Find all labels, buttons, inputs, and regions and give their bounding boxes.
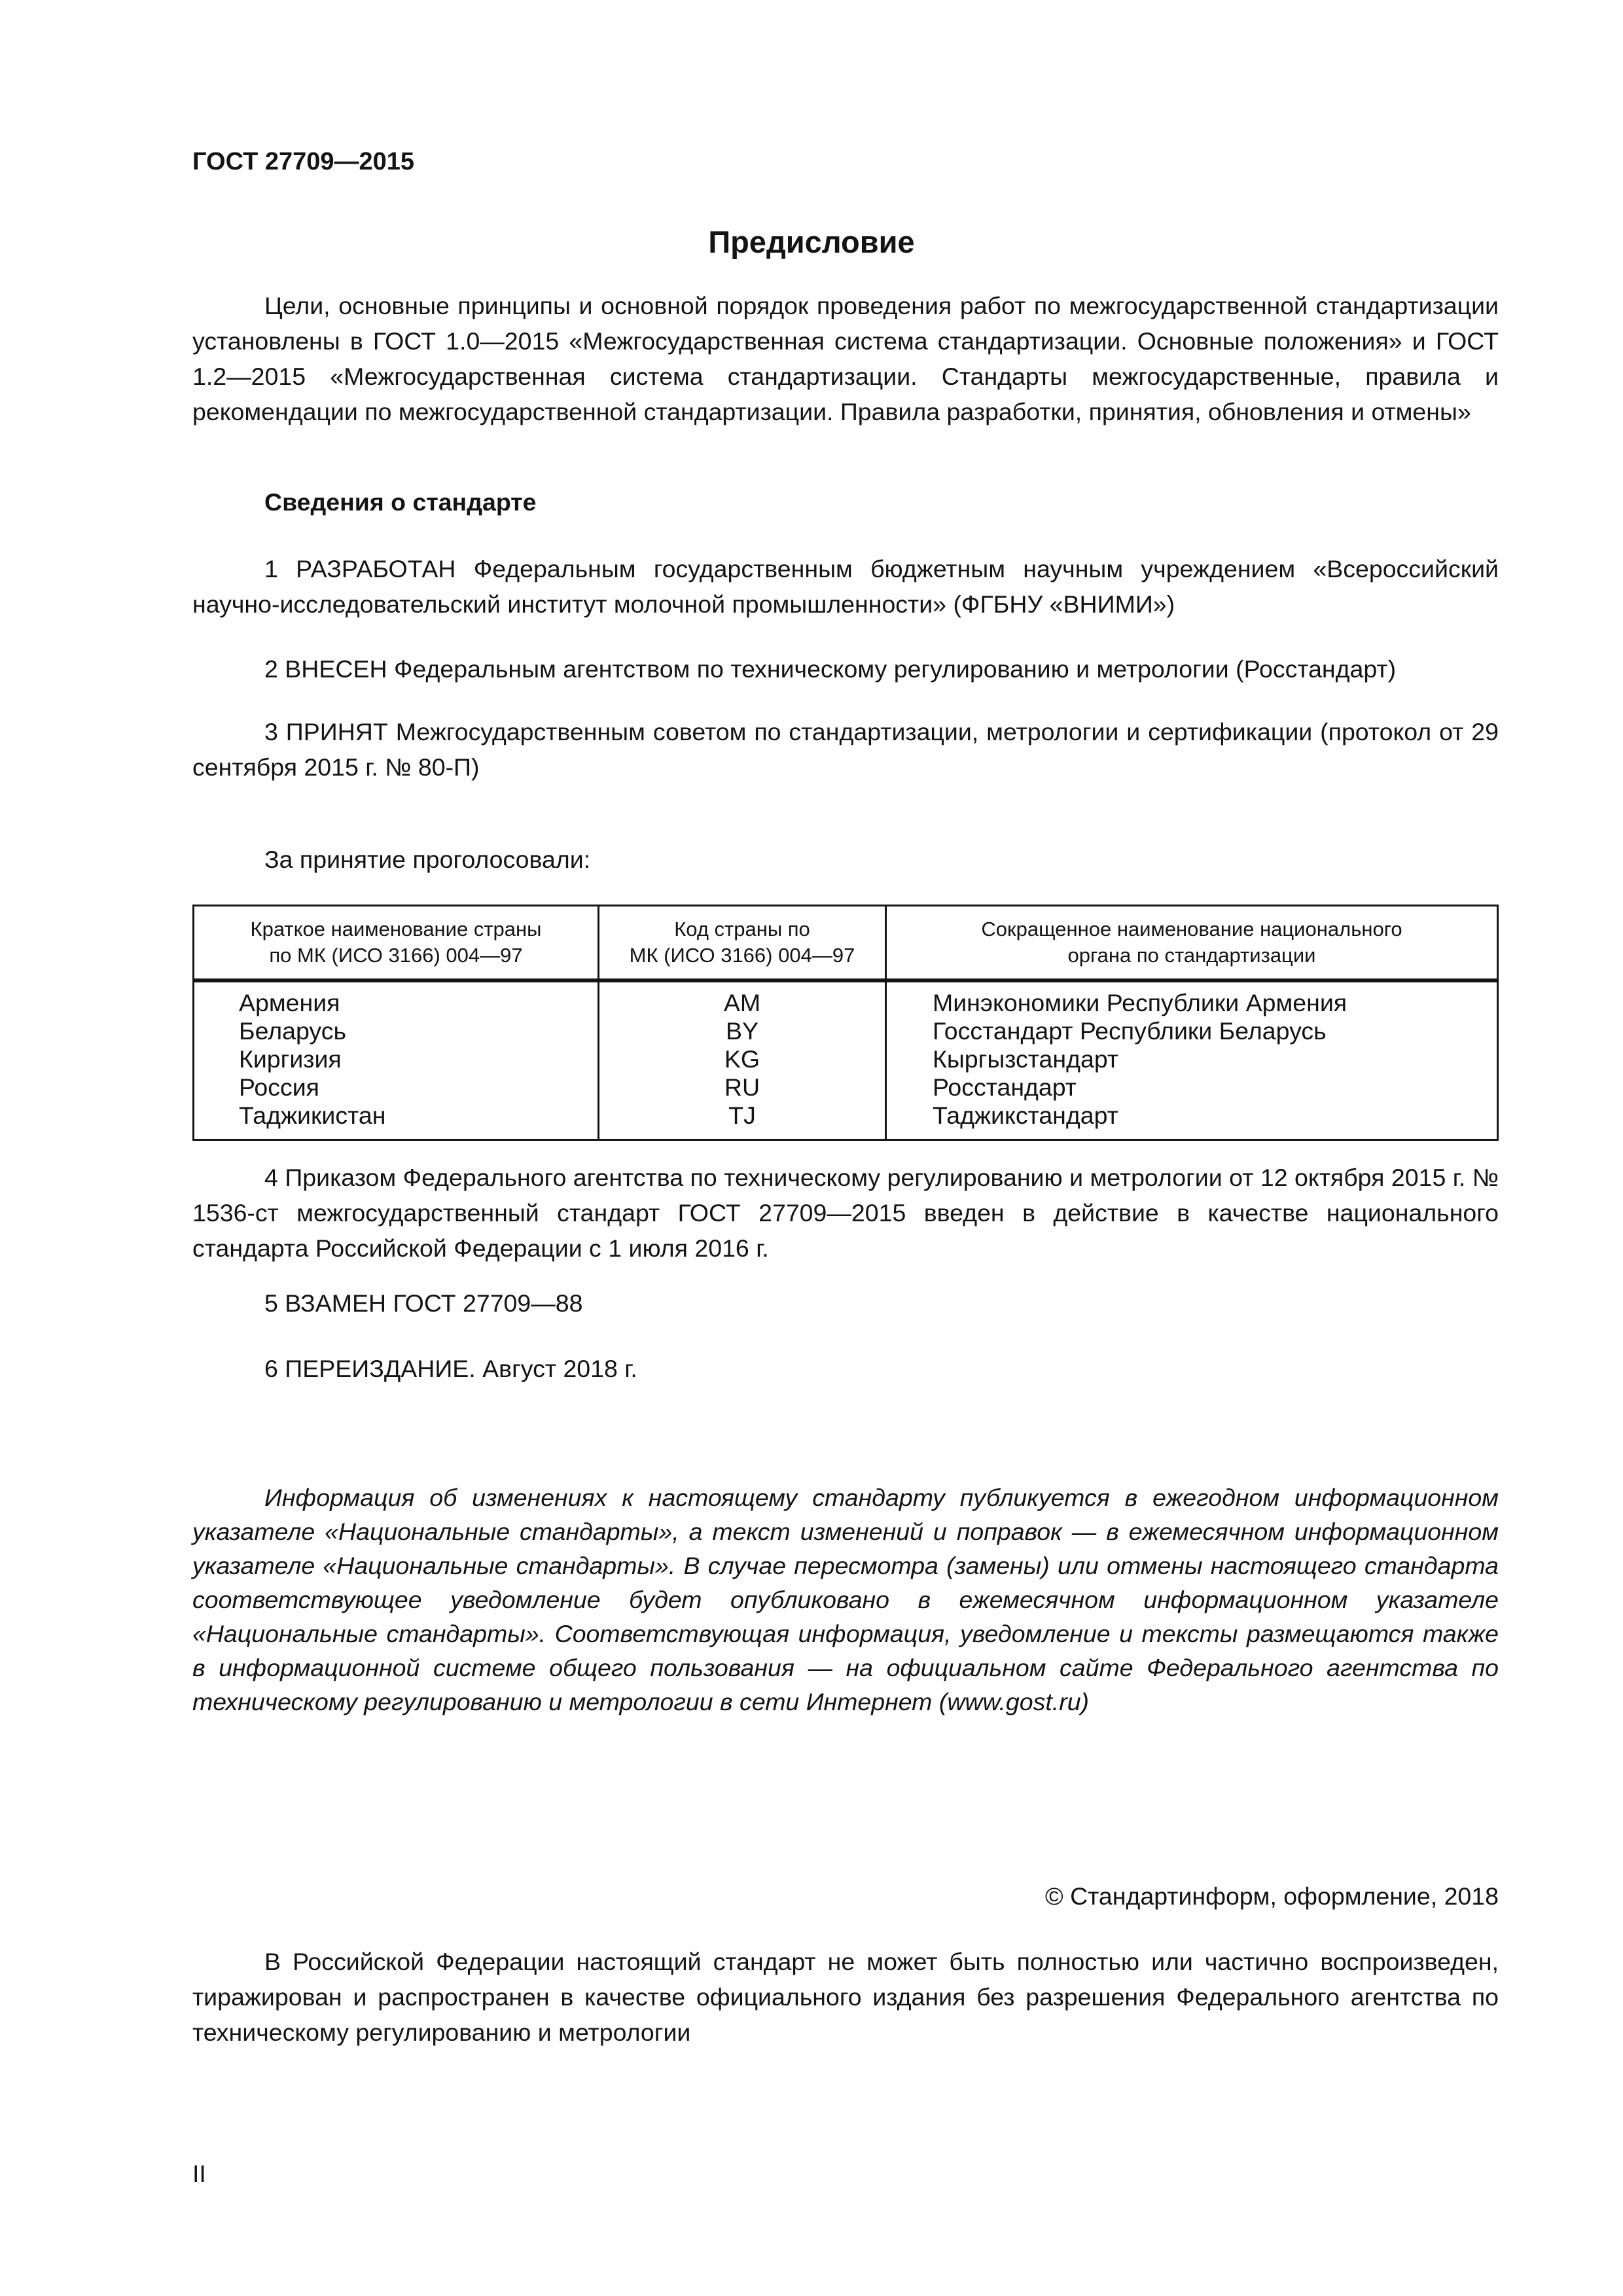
table-cell-code: BY (725, 1017, 759, 1045)
table-cell-body: Росстандарт (933, 1073, 1077, 1101)
notice-paragraph: Информация об изменениях к настоящему стандарту публикуется в ежегодном информационном указателе «Национальные стандарты», а текст изменений и поправок — в ежемесячном информационном указателе «Национальные стандарты». В случае пересмотра (замены) или отмены настоящего стандарта соответствующее уведомление будет опубликовано в ежемесячном информационном указателе «Национальные стандарты». Соответствующая информация, уведомление и тексты размещаются также в информационной системе общего пользования — на официальном сайте Федерального агентства по техническому регулированию и метрологии в сети Интернет (www.gost.ru) (192, 1484, 1499, 1715)
table-cell-country: Таджикистан (239, 1102, 386, 1129)
document-code: ГОСТ 27709—2015 (192, 148, 415, 175)
table-cell-country: Армения (239, 989, 340, 1016)
votes-label: За принятие проголосовали: (264, 846, 591, 873)
copyright-line: © Стандартинформ, оформление, 2018 (1045, 1882, 1499, 1910)
code-column (599, 982, 886, 1140)
table-cell-code: KG (724, 1045, 760, 1073)
item-6: 6 ПЕРЕИЗДАНИЕ. Август 2018 г. (264, 1355, 637, 1382)
votes-table (192, 905, 1499, 1141)
header-country-code: Код страны по МК (ИСО 3166) 004—97 (599, 906, 886, 980)
table-cell-country: Киргизия (239, 1045, 342, 1073)
header-standards-body: Сокращенное наименование национального органа по стандартизации (886, 906, 1498, 980)
item-3: 3 ПРИНЯТ Межгосударственным советом по стандартизации, метрологии и сертификации (протокол от 29 сентября 2015 г. № 80-П) (192, 718, 1499, 781)
table-cell-body: Минэкономики Республики Армения (933, 989, 1347, 1016)
item-4: 4 Приказом Федерального агентства по техническому регулированию и метрологии от 12 октября 2015 г. № 1536-ст межгосударственный стандарт ГОСТ 27709—2015 введен в действие в качестве национального стандарта Российской Федерации с 1 июля 2016 г. (192, 1164, 1499, 1262)
table-cell-body: Таджикстандарт (933, 1102, 1118, 1129)
country-column (194, 982, 599, 1140)
table-cell-body: Кыргызстандарт (933, 1045, 1119, 1073)
item-1: 1 РАЗРАБОТАН Федеральным государственным бюджетным научным учреждением «Всероссийский научно-исследовательский институт молочной промышленности» (ФГБНУ «ВНИМИ») (192, 555, 1499, 618)
intro-paragraph: Цели, основные принципы и основной порядок проведения работ по межгосударственной стандартизации установлены в ГОСТ 1.0—2015 «Межгосударственная система стандартизации. Основные положения» и ГОСТ 1.2—2015 «Межгосударственная система стандартизации. Стандарты межгосударственные, правила и рекомендации по межгосударственной стандартизации. Правила разработки, принятия, обновления и отмены» (192, 292, 1499, 425)
table-cell-country: Россия (239, 1073, 319, 1101)
page-title: Предисловие (708, 224, 915, 259)
header-country-name: Краткое наименование страны по МК (ИСО 3166) 004—97 (194, 906, 599, 980)
page-number: II (192, 2160, 206, 2187)
item-2: 2 ВНЕСЕН Федеральным агентством по техническому регулированию и метрологии (Росстандарт) (264, 655, 1397, 683)
info-heading: Сведения о стандарте (264, 488, 537, 516)
rights-paragraph: В Российской Федерации настоящий стандарт не может быть полностью или частично воспроизведен, тиражирован и распространен в качестве официального издания без разрешения Федерального агентства по техническому регулированию и метрологии (192, 1948, 1499, 2046)
item-5: 5 ВЗАМЕН ГОСТ 27709—88 (264, 1289, 583, 1317)
table-cell-body: Госстандарт Республики Беларусь (933, 1017, 1327, 1045)
table-cell-country: Беларусь (239, 1017, 347, 1045)
table-cell-code: RU (724, 1073, 760, 1101)
table-cell-code: TJ (728, 1102, 756, 1129)
body-column (886, 982, 1498, 1140)
table-cell-code: AM (723, 989, 761, 1016)
